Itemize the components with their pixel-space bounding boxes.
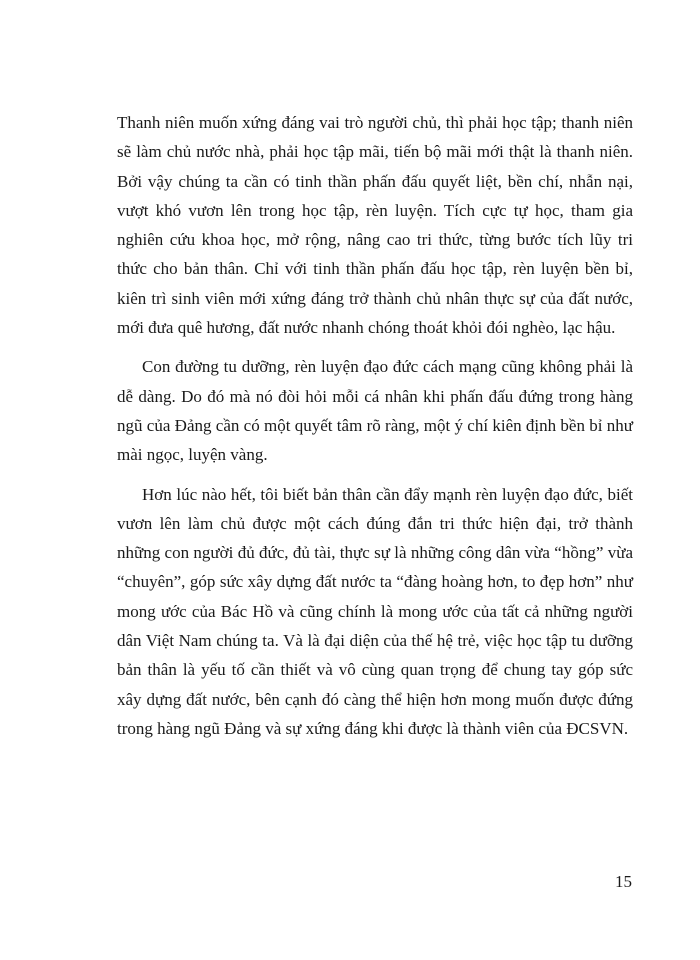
paragraph-1: Thanh niên muốn xứng đáng vai trò người chủ, thì phải học tập; thanh niên sẽ làm chủ nước nhà, phải học tập mãi, tiến bộ mãi mới thật là thanh niên. Bởi vậy chúng ta cần có tinh thần phấn đấu quyết liệt, bền chí, nhẫn nại, vượt khó vươn lên trong học tập, rèn luyện. Tích cực tự học, tham gia nghiên cứu khoa học, mở rộng, nâng cao tri thức, từng bước tích lũy tri thức cho bản thân. Chỉ với tinh thần phấn đấu học tập, rèn luyện bền bỉ, kiên trì sinh viên mới xứng đáng trở thành chủ nhân thực sự của đất nước, mới đưa quê hương, đất nước nhanh chóng thoát khỏi đói nghèo, lạc hậu. — [117, 113, 633, 338]
paragraph-2: Con đường tu dưỡng, rèn luyện đạo đức cách mạng cũng không phải là dễ dàng. Do đó mà nó đòi hỏi mỗi cá nhân khi phấn đấu đứng trong hàng ngũ của Đảng cần có một quyết tâm rõ ràng, một ý chí kiên định bền bỉ như mài ngọc, luyện vàng. — [117, 357, 633, 465]
body-text — [117, 108, 633, 753]
page-number: 15 — [615, 872, 632, 891]
paragraph-3: Hơn lúc nào hết, tôi biết bản thân cần đẩy mạnh rèn luyện đạo đức, biết vươn lên làm chủ được một cách đúng đắn tri thức hiện đại, trở thành những con người đủ đức, đủ tài, thực sự là những công dân vừa “hồng” vừa “chuyên”, góp sức xây dựng đất nước ta “đàng hoàng hơn, to đẹp hơn” như mong ước của Bác Hồ và cũng chính là mong ước của tất cả những người dân Việt Nam chúng ta. Và là đại diện của thế hệ trẻ, việc học tập tu dưỡng bản thân là yếu tố cần thiết và vô cùng quan trọng để chung tay góp sức xây dựng đất nước, bên cạnh đó càng thể hiện hơn mong muốn được đứng trong hàng ngũ Đảng và sự xứng đáng khi được là thành viên của ĐCSVN. — [117, 484, 633, 738]
